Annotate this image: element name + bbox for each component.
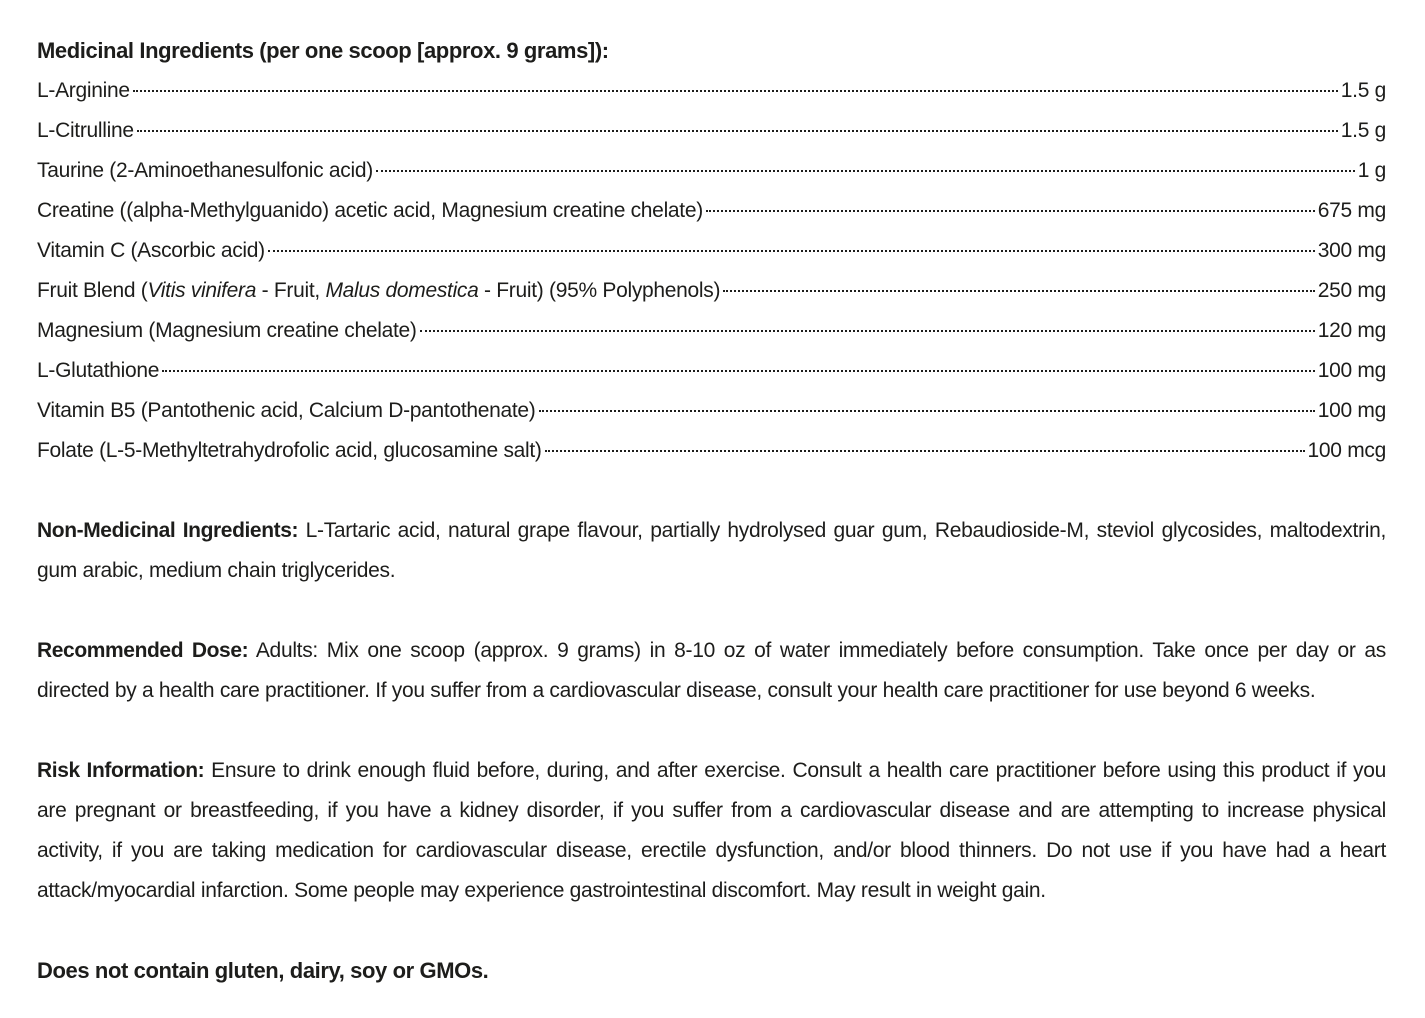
ingredient-name-part: Fruit Blend ( [37,279,148,302]
non-medicinal-ingredients-paragraph [37,511,1386,591]
ingredient-row [37,271,1386,311]
ingredient-name: Vitamin B5 (Pantothenic acid, Calcium D-pantothenate) [37,399,536,422]
ingredient-row [37,111,1386,151]
ingredient-name: Taurine (2-Aminoethanesulfonic acid) [37,159,373,182]
ingredient-amount: 100 mcg [1307,439,1386,462]
ingredient-amount: 100 mg [1317,399,1386,422]
recommended-dose-paragraph [37,631,1386,711]
ingredient-name: Magnesium (Magnesium creatine chelate) [37,319,417,342]
ingredient-amount: 675 mg [1317,199,1386,222]
recommended-dose-label: Recommended Dose: [37,639,249,662]
ingredient-name-part: - Fruit, [256,279,326,302]
ingredient-amount: 120 mg [1317,319,1386,342]
ingredient-latin-name: Vitis vinifera [147,279,257,302]
ingredient-latin-name: Malus domestica [325,279,479,302]
dot-leader [133,90,1338,92]
ingredient-name: Folate (L-5-Methyltetrahydrofolic acid, glucosamine salt) [37,439,542,462]
risk-information-label: Risk Information: [37,759,205,782]
medicinal-ingredients-list [37,71,1386,471]
ingredient-row [37,71,1386,111]
ingredient-name-part: - Fruit) (95% Polyphenols) [478,279,721,302]
dot-leader [376,170,1355,172]
supplement-label-document [37,31,1386,991]
ingredient-name: Creatine ((alpha-Methylguanido) acetic acid, Magnesium creatine chelate) [37,199,703,222]
ingredient-amount: 1.5 g [1340,79,1386,102]
ingredient-row [37,151,1386,191]
non-medicinal-label: Non-Medicinal Ingredients: [37,519,299,542]
risk-information-paragraph [37,751,1386,911]
ingredient-name [37,271,720,311]
dot-leader [545,450,1305,452]
allergen-statement: Does not contain gluten, dairy, soy or GMOs. [37,958,489,983]
recommended-dose-text: Adults: Mix one scoop (approx. 9 grams) in 8-10 oz of water immediately before consumption. Take once per day or as directed by a health care practitioner. If you suffer from a cardiovascular disease, consult your health care practitioner for use beyond 6 weeks. [37,639,1386,702]
ingredient-amount: 300 mg [1317,239,1386,262]
risk-information-text: Ensure to drink enough fluid before, during, and after exercise. Consult a health care practitioner before using this product if you are pregnant or breastfeeding, if you have a kidney disorder, if you suffer from a cardiovascular disease and are attempting to increase physical activity, if you are taking medication for cardiovascular disease, erectile dysfunction, and/or blood thinners. Do not use if you have had a heart attack/myocardial infarction. Some people may experience gastrointestinal discomfort. May result in weight gain. [37,759,1386,902]
ingredient-amount: 250 mg [1317,279,1386,302]
ingredient-row [37,351,1386,391]
dot-leader [706,210,1315,212]
dot-leader [162,370,1315,372]
ingredient-name: L-Citrulline [37,119,134,142]
ingredient-row [37,431,1386,471]
ingredient-row [37,391,1386,431]
ingredient-amount: 1 g [1357,159,1386,182]
dot-leader [268,250,1315,252]
ingredient-row [37,231,1386,271]
dot-leader [723,290,1315,292]
medicinal-ingredients-heading: Medicinal Ingredients (per one scoop [approx. 9 grams]): [37,38,609,63]
non-medicinal-text: L-Tartaric acid, natural grape flavour, partially hydrolysed guar gum, Rebaudioside-M, steviol glycosides, maltodextrin, gum arabic, medium chain triglycerides. [37,519,1386,582]
ingredient-row [37,191,1386,231]
ingredient-name: L-Glutathione [37,359,160,382]
ingredient-amount: 100 mg [1317,359,1386,382]
ingredient-amount: 1.5 g [1340,119,1386,142]
dot-leader [539,410,1315,412]
ingredient-name: Vitamin C (Ascorbic acid) [37,239,265,262]
ingredient-name: L-Arginine [37,79,130,102]
dot-leader [420,330,1315,332]
ingredient-row [37,311,1386,351]
dot-leader [137,130,1338,132]
